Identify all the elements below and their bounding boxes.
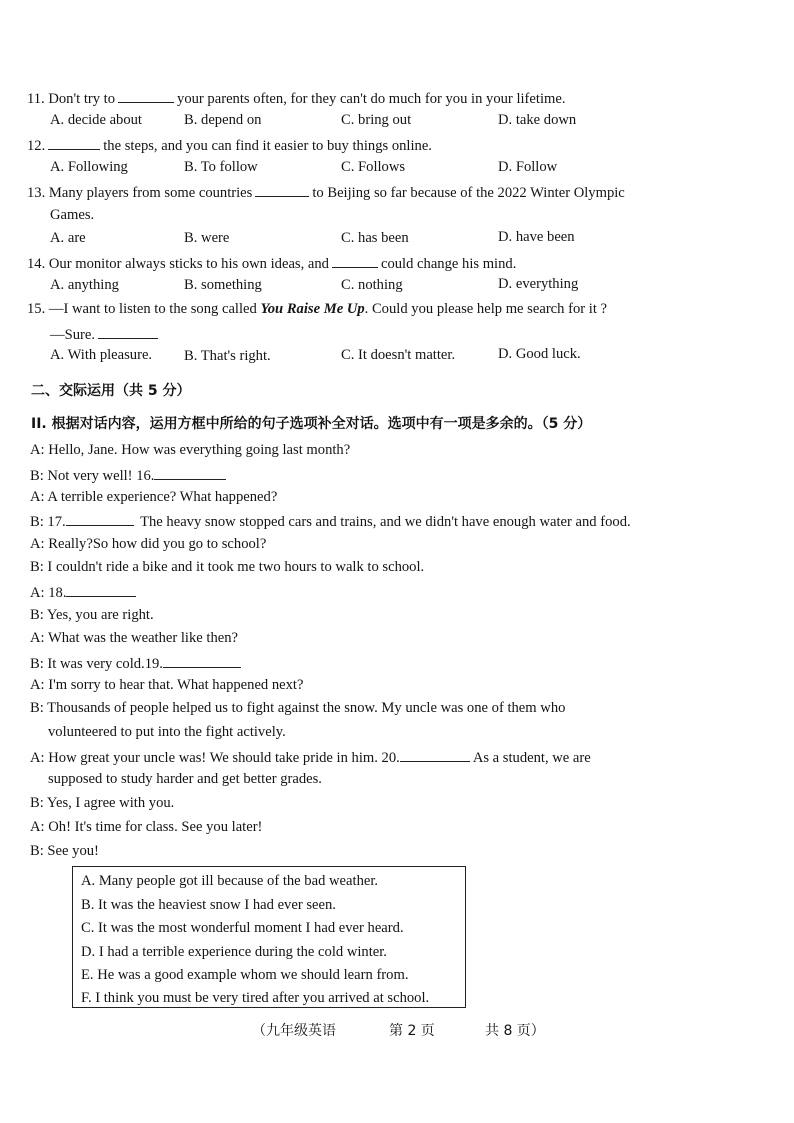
option-b: B. depend on [184,112,262,128]
dialogue-line [30,584,139,601]
dialogue-line [30,655,244,672]
section-instruction: II. 根据对话内容，运用方框中所给的句子选项补全对话。选项中有一项是多余的。（5 分） [31,416,592,432]
dialogue-text: The heavy snow stopped cars and trains, and we didn't have enough water and food. [140,514,631,530]
answer-blank-18[interactable] [66,584,136,597]
option-d: D. everything [498,276,579,292]
option-a: A. anything [50,277,119,293]
question-stem-text: the steps, and you can find it easier to buy things online. [103,138,432,154]
reply-text: —Sure. [50,327,95,343]
sentence-option: F. I think you must be very tired after you arrived at school. [81,990,430,1006]
answer-blank-20[interactable] [400,749,470,762]
question-stem-text: 12. [27,138,46,154]
question-stem-text: to Beijing so far because of the 2022 Winter Olympic [312,185,625,201]
option-d: D. Follow [498,159,558,175]
sentence-options-box [72,866,466,1008]
option-d: D. Good luck. [498,346,581,362]
question-stem-text: 14. Our monitor always sticks to his own ideas, and [27,256,329,272]
option-c: C. Follows [341,159,406,175]
song-title: You Raise Me Up [260,301,365,317]
dialogue-text: B: 17. [30,514,66,530]
dialogue-line: B: Yes, you are right. [30,607,154,623]
question-stem-text: . Could you please help me search for it ? [364,301,607,317]
option-c: C. has been [341,230,409,246]
question-stem-text: your parents often, for they can't do much for you in your lifetime. [177,91,566,107]
dialogue-line: A: Really?So how did you go to school? [30,536,267,552]
option-b: B. were [184,230,230,246]
option-c: C. nothing [341,277,403,293]
dialogue-line: B: I couldn't ride a bike and it took me two hours to walk to school. [30,559,425,575]
dialogue-line [30,749,591,766]
dialogue-line [30,513,631,530]
dialogue-text: As a student, we are [472,750,591,766]
dialogue-line: B: Thousands of people helped us to fight against the snow. My uncle was one of them who [30,700,566,716]
dialogue-line: volunteered to put into the fight actively. [48,724,286,740]
option-b: B. something [184,277,262,293]
answer-blank-17[interactable] [66,513,134,526]
question-stem-text: 15. —I want to listen to the song called [27,301,257,317]
option-d: D. take down [498,112,577,128]
answer-blank[interactable] [255,184,309,197]
answer-blank-19[interactable] [163,655,241,668]
dialogue-text: B: It was very cold.19. [30,656,163,672]
sentence-option: C. It was the most wonderful moment I had ever heard. [81,920,404,936]
answer-blank[interactable] [332,255,378,268]
footer-total-pages: 共 8 页） [485,1023,545,1039]
dialogue-text: B: Not very well! 16. [30,468,155,484]
sentence-option: A. Many people got ill because of the bad weather. [81,873,379,889]
dialogue-text: A: How great your uncle was! We should take pride in him. 20. [30,750,400,766]
question-stem-text: 11. Don't try to [27,91,116,107]
question-15-reply [50,326,161,343]
dialogue-line: A: I'm sorry to hear that. What happened next? [30,677,304,693]
question-13-stem [27,184,625,201]
question-stem-text: could change his mind. [380,256,517,272]
question-13-stem-cont: Games. [50,207,95,223]
option-a: A. are [50,230,86,246]
dialogue-line: B: Yes, I agree with you. [30,795,175,811]
dialogue-line: supposed to study harder and get better grades. [48,771,322,787]
question-12-stem [27,137,432,154]
option-c: C. It doesn't matter. [341,347,456,363]
dialogue-line: A: Hello, Jane. How was everything going last month? [30,442,351,458]
answer-blank-16[interactable] [154,467,226,480]
question-11-stem [27,90,565,107]
answer-blank[interactable] [98,326,158,339]
question-14-stem [27,255,516,272]
question-15-stem [27,302,607,317]
answer-blank[interactable] [48,137,100,150]
answer-blank[interactable] [118,90,174,103]
option-a: A. With pleasure. [50,347,153,363]
sentence-option: D. I had a terrible experience during the cold winter. [81,944,387,960]
dialogue-line: A: Oh! It's time for class. See you later! [30,819,263,835]
option-d: D. have been [498,229,575,245]
option-c: C. bring out [341,112,412,128]
option-b: B. That's right. [184,348,271,364]
footer-grade: （九年级英语 [252,1023,336,1039]
option-a: A. Following [50,159,128,175]
footer-page-number: 第 2 页 [389,1023,435,1039]
dialogue-text: A: 18. [30,585,67,601]
dialogue-line: A: What was the weather like then? [30,630,239,646]
option-a: A. decide about [50,112,142,128]
dialogue-line: A: A terrible experience? What happened? [30,489,278,505]
question-stem-text: 13. Many players from some countries [27,185,253,201]
dialogue-line: B: See you! [30,843,99,859]
sentence-option: B. It was the heaviest snow I had ever seen. [81,897,336,913]
section-title: 二、交际运用（共 5 分） [31,383,191,399]
sentence-option: E. He was a good example whom we should learn from. [81,967,409,983]
dialogue-line [30,467,229,484]
option-b: B. To follow [184,159,258,175]
